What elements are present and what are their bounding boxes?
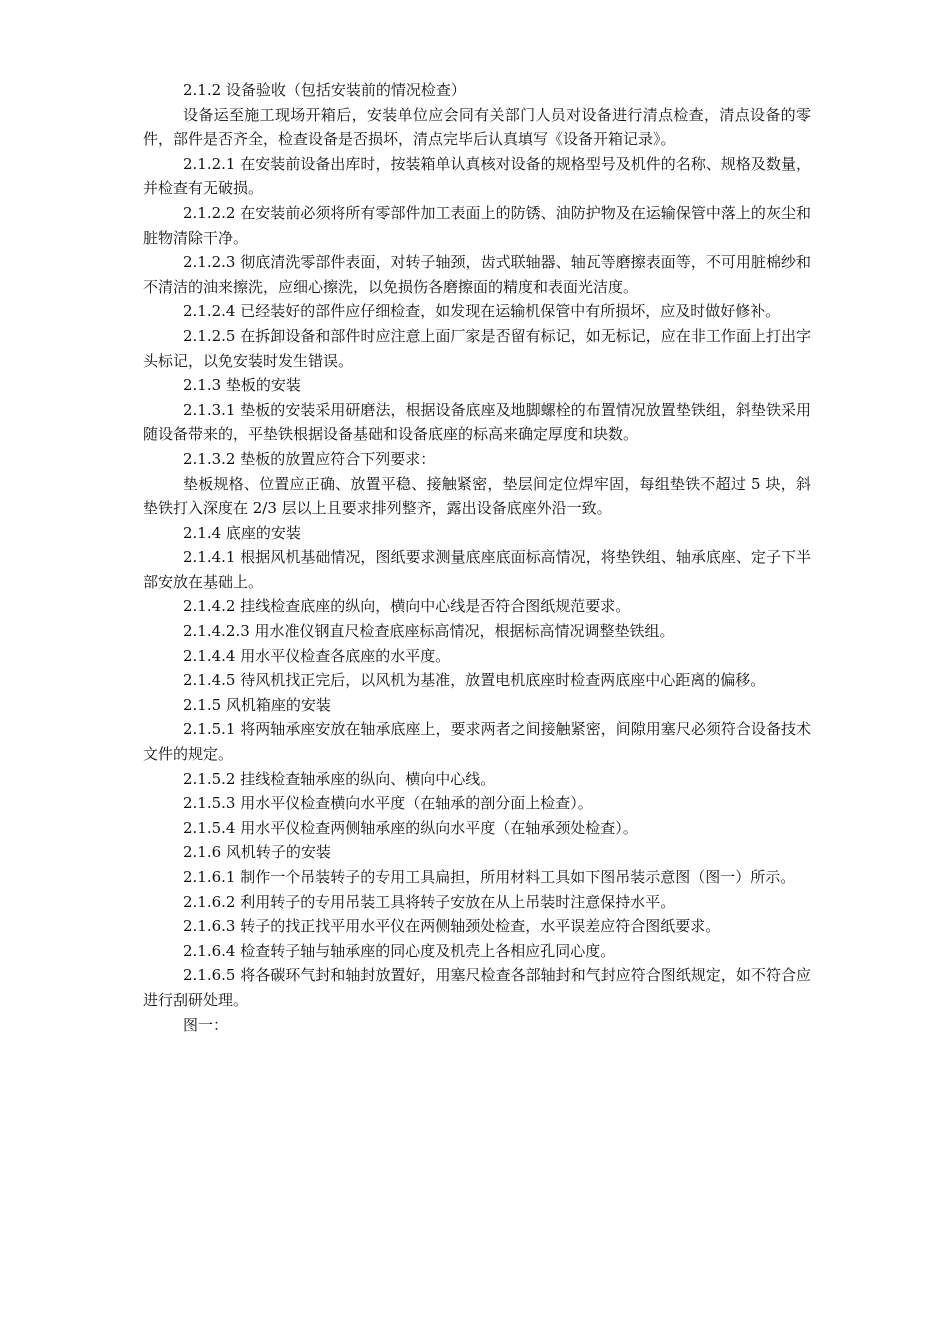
item-2-1-6-5: 2.1.6.5 将各碳环气封和轴封放置好，用塞尺检查各部轴封和气封应符合图纸规定，如不符合应进行刮研处理。 <box>143 966 811 1009</box>
heading-2-1-2: 2.1.2 设备验收（包括安装前的情况检查） <box>183 81 466 99</box>
item-2-1-5-1: 2.1.5.1 将两轴承座安放在轴承底座上，要求两者之间接触紧密，间隙用塞尺必须符合设备技术文件的规定。 <box>143 720 811 764</box>
item-2-1-6-2: 2.1.6.2 利用转子的专用吊装工具将转子安放在从上吊装时注意保持水平。 <box>183 892 676 911</box>
item-2-1-4-2: 2.1.4.2 挂线检查底座的纵向，横向中心线是否符合图纸规范要求。 <box>183 597 631 616</box>
item-2-1-6-1: 2.1.6.1 制作一个吊装转子的专用工具扁担，所用材料工具如下图吊装示意图（图一）所示。 <box>183 868 796 886</box>
paragraph-equipment-unpacking: 设备运至施工现场开箱后，安装单位应会同有关部门人员对设备进行清点检查，清点设备的零件，部件是否齐全，检查设备是否损坏，清点完毕后认真填写《设备开箱记录》。 <box>143 105 811 149</box>
item-2-1-4-5: 2.1.4.5 待风机找正完后，以风机为基准，放置电机底座时检查两底座中心距离的偏移。 <box>183 671 766 690</box>
heading-2-1-6: 2.1.6 风机转子的安装 <box>183 843 331 862</box>
paragraph-shim-requirements: 垫板规格、位置应正确、放置平稳、接触紧密，垫层间定位焊牢固，每组垫铁不超过 5 块，斜垫铁打入深度在 2/3 层以上且要求排列整齐，露出设备底座外沿一致。 <box>143 474 811 518</box>
item-2-1-2-2: 2.1.2.2 在安装前必须将所有零部件加工表面上的防锈、油防护物及在运输保管中落上的灰尘和脏物清除干净。 <box>143 203 811 247</box>
item-2-1-6-4: 2.1.6.4 检查转子轴与轴承座的同心度及机壳上各相应孔同心度。 <box>183 941 616 960</box>
item-2-1-5-4: 2.1.5.4 用水平仪检查两侧轴承座的纵向水平度（在轴承颈处检查）。 <box>183 818 638 837</box>
item-2-1-2-5: 2.1.2.5 在拆卸设备和部件时应注意上面厂家是否留有标记，如无标记，应在非工作面上打出字头标记，以免安装时发生错误。 <box>143 326 811 370</box>
figure-1-caption: 图一： <box>183 1015 229 1034</box>
heading-2-1-3: 2.1.3 垫板的安装 <box>183 376 301 395</box>
item-2-1-5-2: 2.1.5.2 挂线检查轴承座的纵向、横向中心线。 <box>183 769 496 788</box>
item-2-1-2-4: 2.1.2.4 已经装好的部件应仔细检查，如发现在运输机保管中有所损坏，应及时做好修补。 <box>183 302 781 321</box>
item-2-1-3-2: 2.1.3.2 垫板的放置应符合下列要求： <box>183 449 436 468</box>
item-2-1-4-2-3: 2.1.4.2.3 用水准仪钢直尺检查底座标高情况，根据标高情况调整垫铁组。 <box>183 622 675 641</box>
item-2-1-3-1: 2.1.3.1 垫板的安装采用研磨法，根据设备底座及地脚螺栓的布置情况放置垫铁组，斜垫铁采用随设备带来的，平垫铁根据设备基础和设备底座的标高来确定厚度和块数。 <box>143 400 811 444</box>
item-2-1-2-3: 2.1.2.3 彻底清洗零部件表面，对转子轴颈，齿式联轴器、轴瓦等磨擦表面等，不可用脏棉纱和不清洁的油来擦洗，应细心擦洗，以免损伤各磨擦面的精度和表面光洁度。 <box>143 253 811 296</box>
item-2-1-6-3: 2.1.6.3 转子的找正找平用水平仪在两侧轴颈处检查，水平误差应符合图纸要求。 <box>183 917 721 936</box>
item-2-1-5-3: 2.1.5.3 用水平仪检查横向水平度（在轴承的剖分面上检查）。 <box>183 794 593 813</box>
item-2-1-4-4: 2.1.4.4 用水平仪检查各底座的水平度。 <box>183 646 451 665</box>
item-2-1-4-1: 2.1.4.1 根据风机基础情况，图纸要求测量底座底面标高情况，将垫铁组、轴承底座、定子下半部安放在基础上。 <box>143 548 811 591</box>
heading-2-1-5: 2.1.5 风机箱座的安装 <box>183 695 331 714</box>
heading-2-1-4: 2.1.4 底座的安装 <box>183 523 301 542</box>
item-2-1-2-1: 2.1.2.1 在安装前设备出库时，按装箱单认真核对设备的规格型号及机件的名称、规格及数量，并检查有无破损。 <box>143 154 811 198</box>
document-page <box>143 78 811 1037</box>
